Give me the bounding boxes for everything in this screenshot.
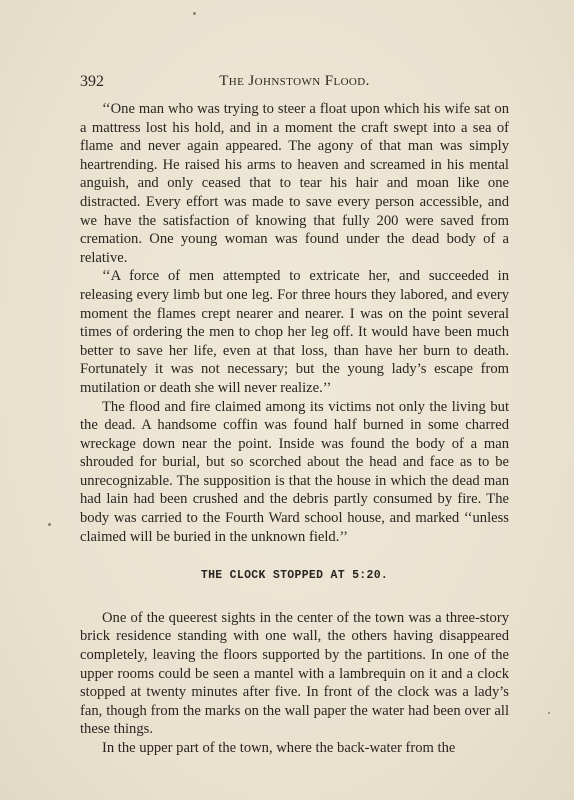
running-title: The Johnstown Flood. bbox=[219, 73, 370, 89]
paragraph: ‘‘A force of men attempted to extricate her, and succeeded in releasing every limb but one leg. For three hours they labored, and every moment the flames crept nearer and nearer. I was on the point several times of ordering the men to chop her leg off. It would have been much better to save her life, even at that loss, than have her burn to death. Fortunately it was not necessary; but the young lady’s escape from mutilation or death she will never realize.’’ bbox=[80, 268, 509, 396]
paragraph: The flood and fire claimed among its victims not only the living but the dead. A handsome coffin was found half burned in some charred wreckage down near the point. Inside was found the body of a man shrouded for burial, but so scorched about the head and face as to be unrecognizable. The supposition is that the house in which the dead man had lain had been crushed and the debris partly consumed by fire. The body was carried to the Fourth Ward school house, and marked ‘‘unless claimed will be buried in the unknown field.’’ bbox=[80, 398, 509, 545]
page-number: 392 bbox=[80, 73, 104, 90]
paper-speck bbox=[548, 712, 550, 714]
paragraph: One of the queerest sights in the center of the town was a three-story brick residence standing with one wall, the others having disappeared completely, leaving the floors supported by the partitions. In one of the upper rooms could be seen a mantel with a lambrequin on it and a clock stopped at twenty minutes after five. In front of the clock was a lady’s fan, though from the marks on the wall paper the water had been over all these things. bbox=[80, 609, 509, 738]
paragraph: In the upper part of the town, where the back-water from the bbox=[102, 740, 456, 756]
paper-speck bbox=[48, 523, 51, 526]
page-header bbox=[80, 73, 509, 95]
paper-speck bbox=[193, 12, 196, 15]
section-heading: THE CLOCK STOPPED AT 5:20. bbox=[200, 569, 389, 583]
body-text bbox=[80, 100, 509, 758]
paragraph: ‘‘One man who was trying to steer a float upon which his wife sat on a mattress lost his hold, and in a moment the craft swept into a sea of flame and never again appeared. The agony of that man was simply heartrending. He raised his arms to heaven and screamed in his mental anguish, and only ceased that to tear his hair and moan like one distracted. Every effort was made to save every person accessible, and we have the satisfaction of knowing that fully 200 were saved from cremation. One young woman was found under the dead body of a relative. bbox=[80, 101, 509, 266]
